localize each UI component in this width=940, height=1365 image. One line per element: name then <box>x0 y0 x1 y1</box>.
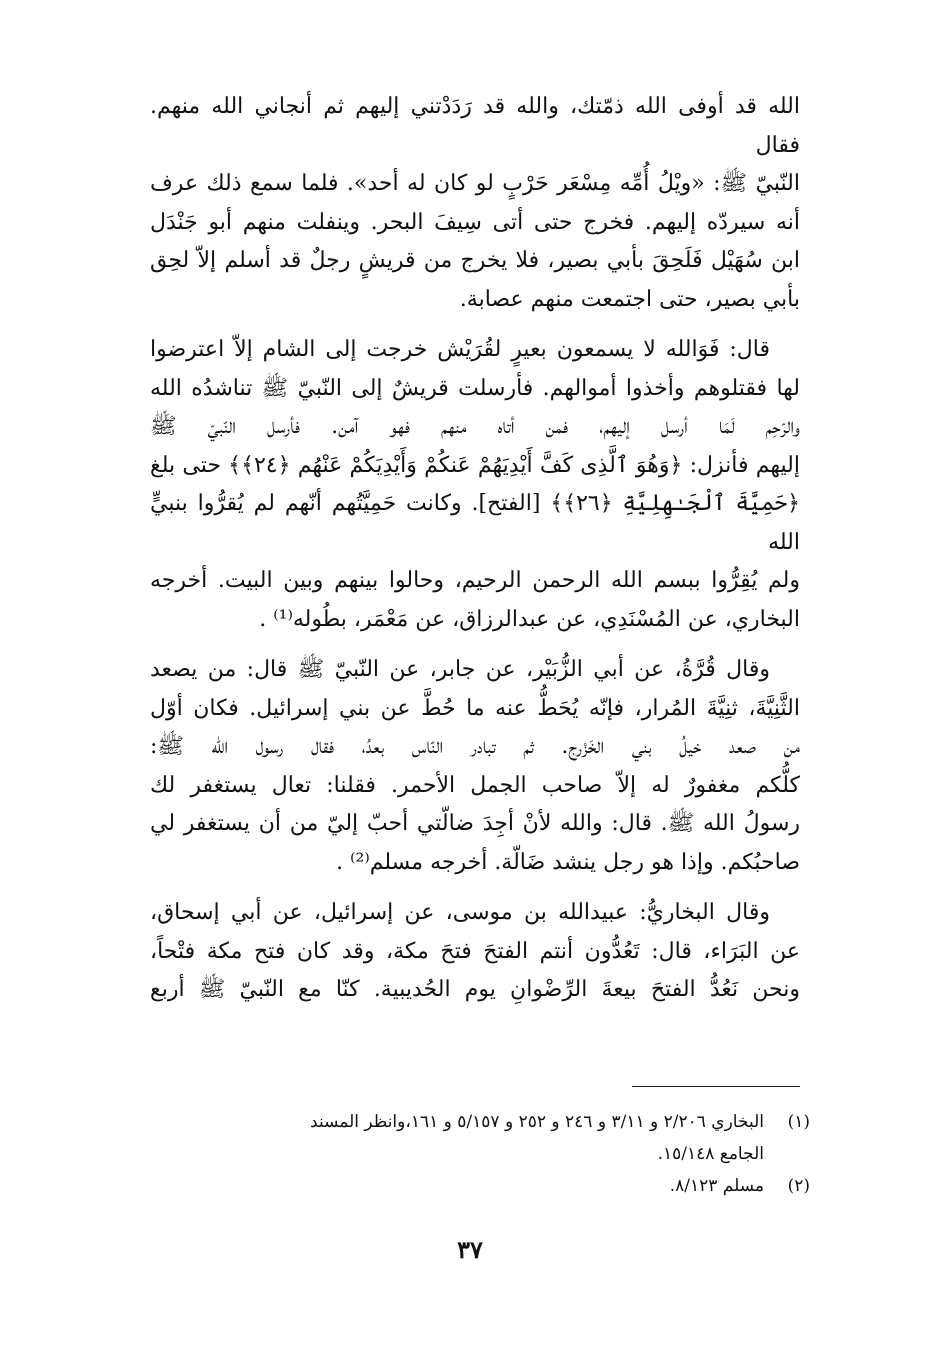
footnote-text <box>130 1170 764 1202</box>
text-line-content: وقال البخاريُّ: عبيدالله بن موسى، عن إسرائيل، عن أبي إسحاق، <box>150 900 770 925</box>
footnotes <box>130 1106 810 1202</box>
paragraph-2 <box>150 331 800 639</box>
footnote-marker: (١) <box>787 1112 810 1132</box>
text-line: الثَّنِيَّةَ، ثنِيَّةَ المُرار، فإنّه يُحَطُّ عنه ما حُطَّ عن بني إسرائيل. فكان أوّل <box>150 695 800 721</box>
text-line <box>150 894 800 933</box>
text-line: أنه سيردّه إليهم. فخرج حتى أتى سِيفَ البحر. وينفلت منهم أبو جَنْدَل <box>150 209 800 235</box>
text-line: لها فقتلوهم وأخذوا أموالهم. فأرسلت قريشٌ إلى النّبيّ ﷺ تناشدُه الله <box>150 375 800 401</box>
paragraph-4 <box>150 894 800 1010</box>
footnote-2 <box>130 1170 810 1202</box>
text-line: ولم يُقِرُّوا ببسم الله الرحمن الرحيم، وحالوا بينهم وبين البيت. أخرجه <box>150 568 800 593</box>
text-line <box>150 651 800 690</box>
footnote-divider <box>632 1086 800 1087</box>
text-line <box>150 331 800 370</box>
main-text <box>150 88 800 1010</box>
footnote-line: الجامع ١٥/١٤٨. <box>657 1144 764 1164</box>
text-line: الله قد أوفى الله ذمّتك، والله قد رَدَدْتني إليهم ثم أنجاني الله منهم. فقال <box>150 94 800 158</box>
text-line: كلُّكم مغفورٌ له إلاّ صاحب الجمل الأحمر. فقلنا: تعال يستغفر لك <box>150 772 800 798</box>
text-line-content: قال: فَوَالله لا يسمعون بعيرٍ لقُرَيْش خرجت إلى الشام إلاّ اعترضوا <box>150 337 770 362</box>
text-line: والرّحِم لَمَا أرسل إليهم، فمن أتاه منهم فهو آمن. فأرسل النّبيّ ﷺ <box>150 414 800 439</box>
text-line: عن البَرَاء، قال: تَعُدُّون أنتم الفتحَ فتحَ مكة، وقد كان فتح مكة فتْحاً، <box>150 938 800 964</box>
text-line: من صعد خيلُ بني الخَزْرج. ثم تبادر النّاس بعدُ، فقال رسول الله ﷺ: <box>150 734 800 759</box>
text-line: النّبيّ ﷺ: «ويْلُ أُمِّه مِسْعَر حَرْبٍ لو كان له أحد». فلما سمع ذلك عرف <box>150 171 800 196</box>
paragraph-3 <box>150 651 800 882</box>
footnote-marker: (٢) <box>787 1176 810 1196</box>
page-number: ٣٧ <box>457 1235 483 1264</box>
text-line: صاحبُكم. وإذا هو رجل ينشد ضَالّة. أخرجه مسلم⁽²⁾ . <box>336 849 800 875</box>
text-line: ونحن نَعُدُّ الفتحَ بيعةَ الرِّضْوانِ يوم الحُديبية. كنّا مع النّبيّ ﷺ أربع <box>150 977 800 1002</box>
footnote-line: مسلم ٨/١٢٣. <box>669 1176 764 1196</box>
text-line: بأبي بصير، حتى اجتمعت منهم عصابة. <box>459 286 800 312</box>
text-line: البخاري، عن المُسْنَدِي، عن عبدالرزاق، عن مَعْمَر، بطُوله⁽¹⁾ . <box>259 606 800 632</box>
text-line: ﴿حَمِيَّةَ ٱلْجَـٰهِلِيَّةِ ﴿٢٦﴾﴾ [الفتح]. وكانت حَمِيَّتُهم أنّهم لم يُقرُّوا بنبيٍّ الله <box>150 491 800 555</box>
text-line: ابن سُهَيْل فَلَحِقَ بأبي بصير، فلا يخرج من قريشٍ رجلٌ قد أسلم إلاّ لحِق <box>150 248 800 273</box>
text-line: رسولُ الله ﷺ. قال: والله لأنْ أجِدَ ضالّتي أحبّ إليّ من أن يستغفر لي <box>150 811 800 836</box>
paragraph-1 <box>150 88 800 319</box>
text-line-content: وقال قُرَّةُ، عن أبي الزُّبَيْر، عن جابر، عن النّبيّ ﷺ قال: من يصعد <box>150 657 770 682</box>
footnote-line: البخاري ٢/٢٠٦ و ٣/١١ و ٢٤٦ و ٢٥٢ و ٥/١٥٧ و ١٦١،وانظر المسند <box>310 1112 764 1132</box>
footnote-1 <box>130 1106 810 1170</box>
footnote-text <box>130 1106 764 1170</box>
text-line: إليهم فأنزل: ﴿وَهُوَ ٱلَّذِى كَفَّ أَيْدِيَهُمْ عَنكُمْ وَأَيْدِيَكُمْ عَنْهُم ﴿٢٤﴾﴾ حتى بلغ <box>150 452 800 478</box>
